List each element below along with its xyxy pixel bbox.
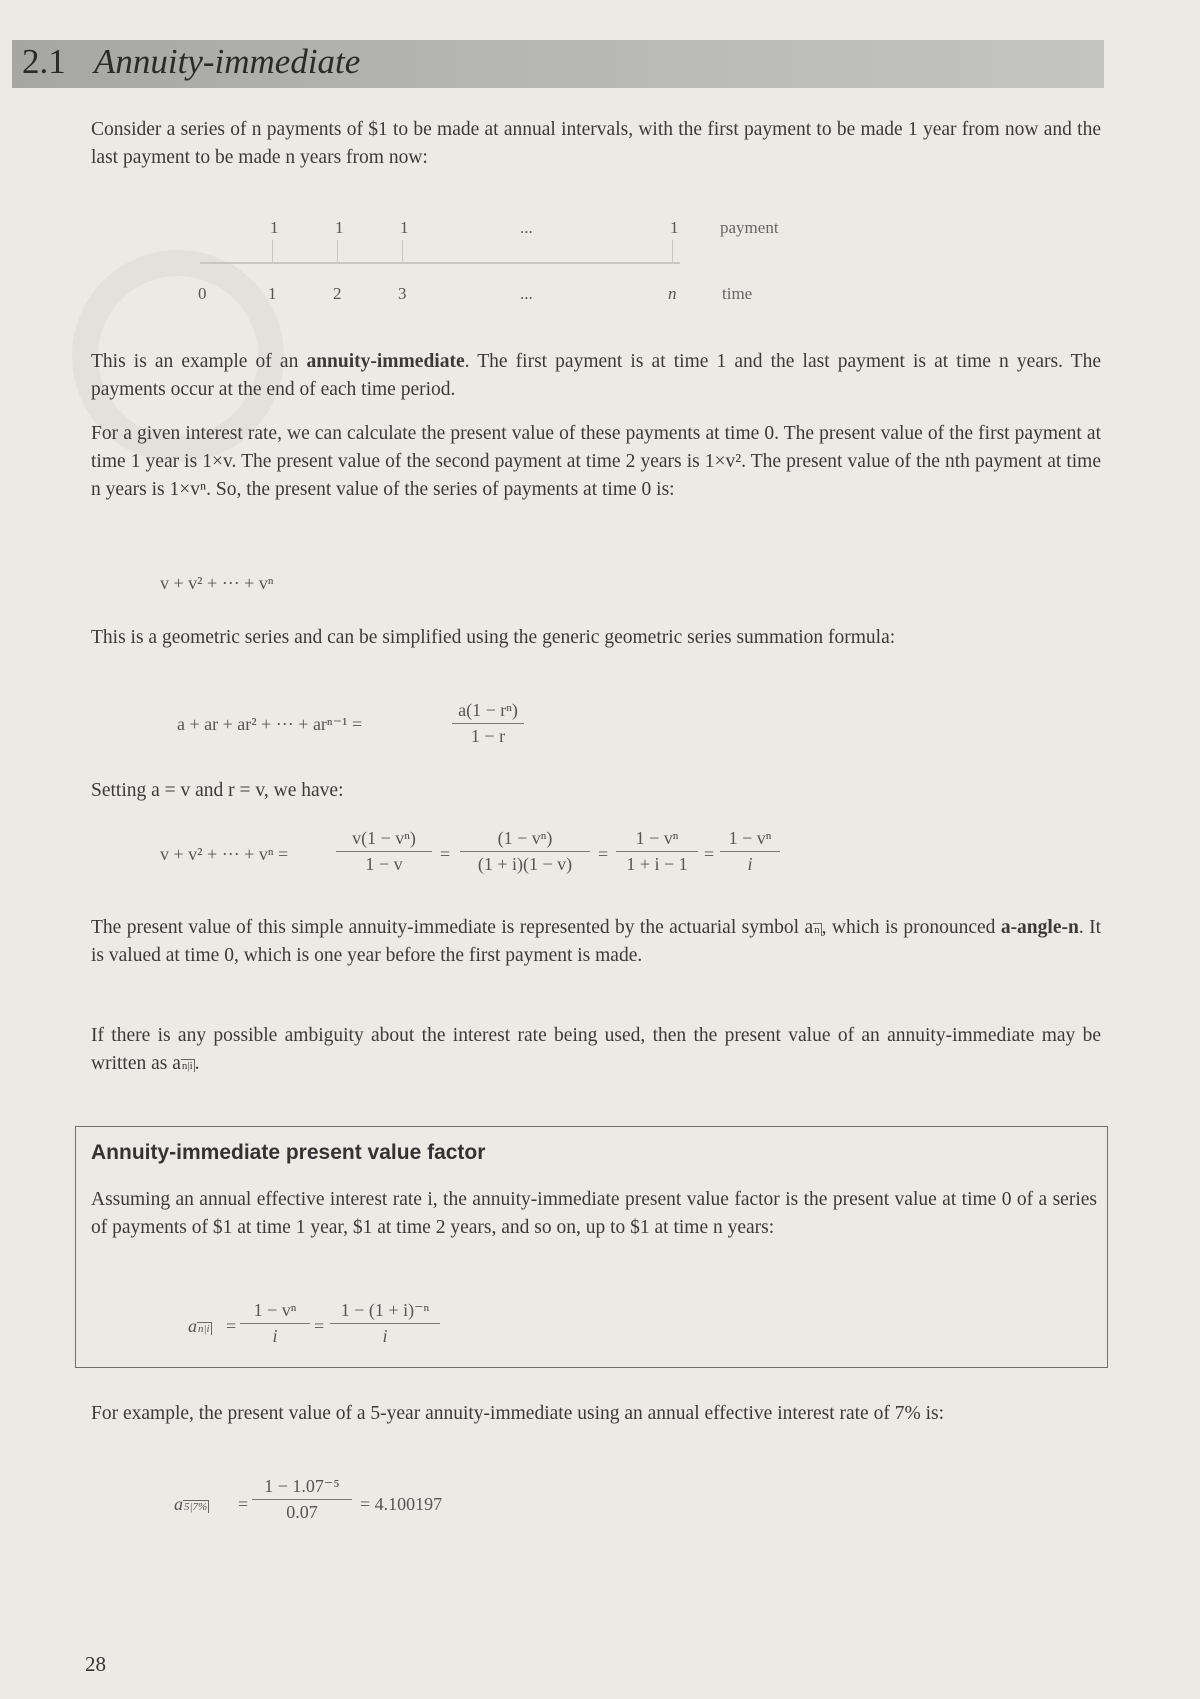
fraction [460,828,590,875]
bold-term: annuity-immediate [306,351,465,372]
denominator: i [272,1326,278,1346]
symbol: a [188,1316,197,1336]
fraction-bar [252,1499,352,1500]
numerator: v(1 − vⁿ) [352,828,416,848]
fraction-bar [452,723,524,724]
text: . The first payment is at time 1 and the last payment is at time n years. The payments occur at the end of each time period. [91,351,1102,400]
timeline-payment-label: payment [720,218,779,237]
equation-series: v + v² + ··· + vⁿ [160,573,274,593]
timeline-tick [272,240,273,262]
fraction [720,828,780,875]
fraction-bar [330,1323,440,1324]
fraction-bar [336,851,432,852]
equals: = [314,1316,325,1336]
timeline-payment: 1 [270,218,279,237]
equation-lhs: a + ar + ar² + ··· + arⁿ⁻¹ = [177,714,363,734]
paragraph-setting: Setting a = v and r = v, we have: [91,780,344,801]
fraction-bar [240,1323,310,1324]
equals: = [238,1494,249,1514]
text: The present value of this simple annuity-immediate is represented by the actuarial symbol a [91,917,814,938]
equation-lhs [188,1316,212,1337]
fraction [616,828,698,875]
intro-paragraph: Consider a series of n payments of $1 to be made at annual intervals, with the first payment to be made 1 year from now and the last payment to be made n years from now: [91,119,1101,168]
definition-box-text: Assuming an annual effective interest rate i, the annuity-immediate present value factor is the present value at time 0 of a series of payments of $1 at time 1 year, $1 at time 2 years, and so on, up to $1 at time n years: [91,1189,1097,1238]
denominator: 1 − v [365,854,403,874]
angle-subscript: n [814,924,820,936]
paragraph-present-value: For a given interest rate, we can calculate the present value of these payments at time 0. The present value of the first payment at time 1 year is 1×v. The present value of the second payment at time 2 years is 1×v². The present value of the nth payment at time n years is 1×vⁿ. So, the present value of the series of payments at time 0 is: [91,423,1101,500]
paragraph-ambiguity [91,1022,1101,1078]
timeline-time-label: time [722,284,753,303]
fraction-bar [720,851,780,852]
numerator: 1 − vⁿ [635,828,679,848]
timeline-payment: 1 [400,218,409,237]
timeline-axis [200,262,680,264]
timeline-time: 1 [268,284,277,303]
fraction [336,828,432,875]
fraction [240,1300,310,1347]
definition-box-title: Annuity-immediate present value factor [91,1141,486,1164]
equals: = [440,844,451,864]
numerator: 1 − vⁿ [253,1300,297,1320]
numerator: (1 − vⁿ) [497,828,553,848]
denominator: i [382,1326,388,1346]
text: . It is valued at time 0, which is one year before the first payment is made. [91,917,1101,966]
text: This is an example of an [91,351,307,372]
section-title: Annuity-immediate [94,42,361,81]
timeline-time: n [668,284,677,303]
page-number: 28 [85,1652,106,1676]
numerator: 1 − (1 + i)⁻ⁿ [340,1300,430,1320]
timeline-time: 3 [398,284,407,303]
fraction [330,1300,440,1347]
fraction-bar [616,851,698,852]
denominator: 0.07 [286,1502,318,1522]
timeline-tick [337,240,338,262]
bold-term: a-angle-n [1000,917,1079,938]
angle-subscript: n|i [181,1060,193,1072]
section-number: 2.1 [22,42,66,81]
timeline-time: ... [520,284,533,303]
equation-result: = 4.100197 [360,1494,443,1514]
equation-lhs: v + v² + ··· + vⁿ = [160,844,289,864]
equals: = [598,844,609,864]
paragraph-symbol [91,914,1101,970]
numerator: 1 − 1.07⁻⁵ [264,1476,340,1496]
fraction [252,1476,352,1523]
text: If there is any possible ambiguity about the interest rate being used, then the present value of an annuity-immediate may be written as a [91,1025,1101,1074]
numerator: a(1 − rⁿ) [458,700,518,720]
angle-subscript: n|i [198,1323,210,1335]
fraction-bar [460,851,590,852]
paragraph-annuity-definition [91,348,1101,404]
numerator: 1 − vⁿ [728,828,772,848]
timeline-payment: 1 [670,218,679,237]
timeline-time: 2 [333,284,342,303]
denominator: 1 − r [470,726,506,746]
angle-subscript: 5|7% [184,1501,208,1513]
denominator: (1 + i)(1 − v) [477,854,573,874]
equation-lhs [174,1494,209,1515]
timeline-time: 0 [198,284,207,303]
paragraph-geometric: This is a geometric series and can be simplified using the generic geometric series summation formula: [91,627,896,648]
denominator: i [747,854,753,874]
text: , which is pronounced [821,917,1001,938]
equals: = [226,1316,237,1336]
timeline-tick [672,240,673,262]
timeline-payment: 1 [335,218,344,237]
timeline-payment: ... [520,218,533,237]
denominator: 1 + i − 1 [626,854,688,874]
fraction [452,700,524,747]
timeline-tick [402,240,403,262]
text: . [194,1053,200,1074]
paragraph-example: For example, the present value of a 5-year annuity-immediate using an annual effective interest rate of 7% is: [91,1403,944,1424]
equals: = [704,844,715,864]
symbol: a [174,1494,183,1514]
